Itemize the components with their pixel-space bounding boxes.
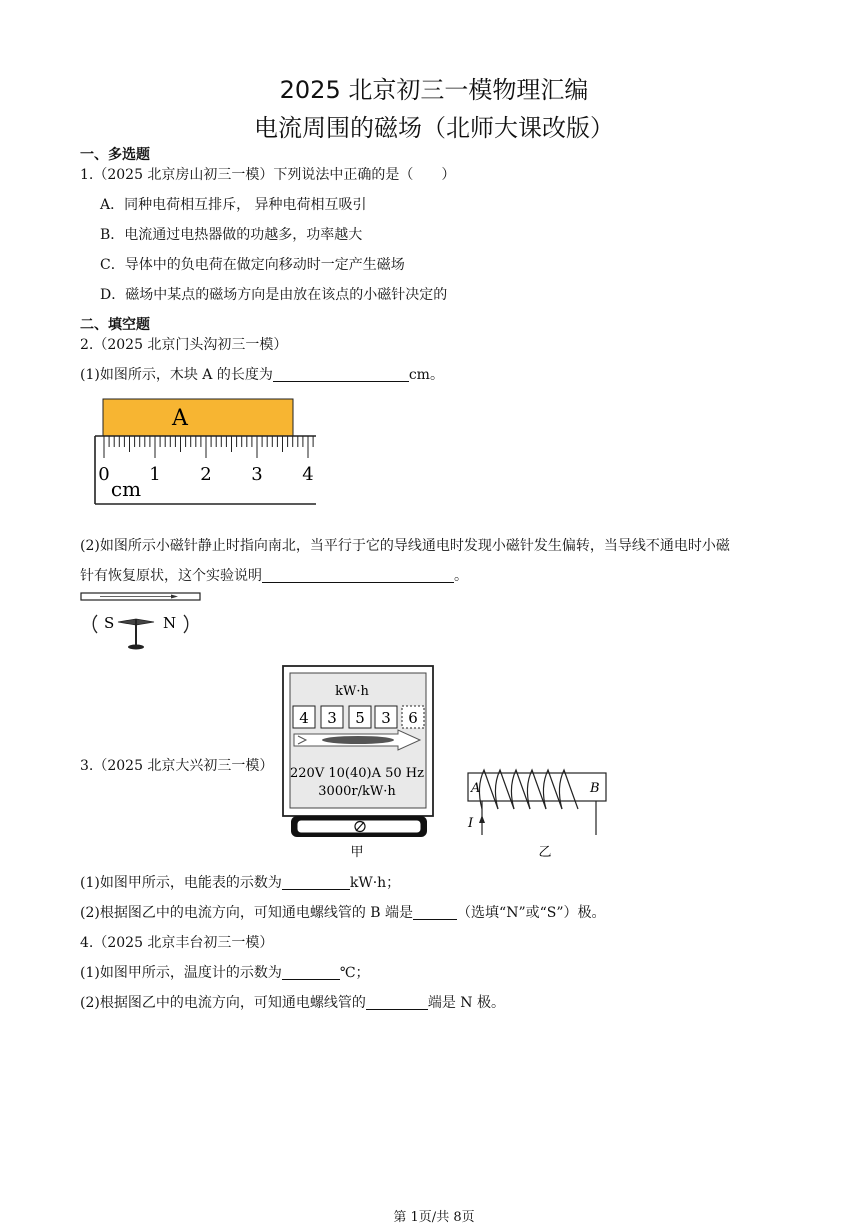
question-2-part-2-text: 针有恢复原状，这个实验说明 — [80, 568, 262, 584]
doc-subtitle: 电流周围的磁场（北师大课改版） — [254, 114, 614, 142]
solenoid-leads — [482, 801, 596, 835]
question-1-option-b: B．电流通过电热器做的功越多，功率越大 — [100, 227, 363, 243]
answer-blank — [262, 568, 454, 583]
meter-spec-line-2: 3000r/kW·h — [318, 784, 396, 799]
question-2-part-1-unit: cm。 — [408, 367, 444, 383]
question-3-part-1-text: (1)如图甲所示，电能表的示数为 — [80, 875, 282, 891]
question-4-part-1-unit: ℃； — [339, 965, 370, 981]
question-2-part-1 — [80, 364, 444, 384]
rotation-arrow-left — [93, 615, 97, 633]
ruler-ticks — [104, 436, 313, 458]
ruler-unit-label: cm — [110, 477, 142, 501]
question-4-part-1-text: (1)如图甲所示，温度计的示数为 — [80, 965, 282, 981]
ruler-figure — [90, 396, 322, 508]
answer-blank — [282, 965, 340, 980]
meter-digit-1: 4 — [299, 709, 309, 727]
answer-blank — [366, 995, 428, 1010]
answer-blank — [282, 875, 350, 890]
question-4-part-2 — [80, 992, 505, 1012]
solenoid-figure — [460, 765, 610, 861]
meter-unit: kW·h — [335, 684, 369, 699]
rotation-arrow-right — [184, 615, 188, 633]
question-2-part-2-line-2 — [80, 565, 468, 585]
answer-blank — [273, 367, 409, 382]
meter-caption: 甲 — [350, 845, 364, 860]
question-4-stem: 4.（2025 北京丰台初三一模） — [80, 935, 274, 951]
wooden-block-a — [103, 399, 293, 436]
meter-digit-5: 6 — [408, 709, 418, 727]
meter-digit-2: 3 — [327, 709, 337, 727]
question-1-stem: 1.（2025 北京房山初三一模）下列说法中正确的是（ ） — [80, 167, 456, 183]
question-3-part-1 — [80, 872, 400, 892]
ruler-tick-label-0: 0 — [98, 464, 110, 485]
solenoid-caption: 乙 — [538, 845, 552, 860]
solenoid-end-a: A — [471, 781, 481, 796]
ruler-tick-label-4: 4 — [302, 464, 314, 485]
question-3-part-2 — [80, 902, 606, 922]
compass-base — [128, 645, 144, 650]
question-3-part-1-unit: kW·h； — [349, 875, 401, 891]
section-heading-multiple-choice: 一、多选题 — [80, 147, 150, 163]
question-2-part-2-end: 。 — [454, 568, 468, 584]
block-label: A — [172, 406, 188, 431]
compass-pole-n: N — [163, 614, 177, 632]
meter-disc — [322, 736, 394, 744]
question-4-part-2-text: (2)根据图乙中的电流方向，可知通电螺线管的 — [80, 995, 366, 1011]
question-1-option-a: A．同种电荷相互排斥， 异种电荷相互吸引 — [100, 197, 367, 213]
answer-blank — [413, 905, 457, 920]
question-1-option-c: C．导体中的负电荷在做定向移动时一定产生磁场 — [100, 257, 405, 273]
ruler-tick-label-2: 2 — [200, 464, 212, 485]
question-3-stem: 3.（2025 北京大兴初三一模） — [80, 758, 274, 774]
compass-pole-s: S — [104, 614, 115, 632]
solenoid-end-b: B — [590, 781, 600, 796]
section-heading-fill-blank: 二、填空题 — [80, 317, 150, 333]
question-2-part-2-line-1: (2)如图所示小磁针静止时指向南北，当平行于它的导线通电时发现小磁针发生偏转，当导线不通电时小磁 — [80, 538, 730, 554]
page-number: 第 1页/共 8页 — [393, 1210, 475, 1225]
meter-spec-line-1: 220V 10(40)A 50 Hz — [290, 766, 424, 781]
question-4-part-1 — [80, 962, 370, 982]
question-1-option-d: D．磁场中某点的磁场方向是由放在该点的小磁针决定的 — [100, 287, 448, 303]
ruler-tick-label-3: 3 — [251, 464, 263, 485]
question-3-part-2-end: （选填“N”或“S”）极。 — [457, 905, 606, 921]
electric-meter-figure — [280, 664, 436, 860]
meter-digit-4: 3 — [381, 709, 391, 727]
compass-figure — [78, 588, 204, 654]
question-4-part-2-end: 端是 N 极。 — [427, 995, 505, 1011]
question-3-part-2-text: (2)根据图乙中的电流方向，可知通电螺线管的 B 端是 — [80, 905, 414, 921]
doc-title: 2025 北京初三一模物理汇编 — [279, 76, 589, 104]
solenoid-core — [468, 773, 606, 801]
meter-digit-3: 5 — [355, 709, 365, 727]
current-label: I — [468, 816, 474, 831]
meter-digits — [293, 706, 424, 728]
question-2-stem: 2.（2025 北京门头沟初三一模） — [80, 337, 288, 353]
current-direction-arrow — [479, 815, 485, 823]
question-2-part-1-text: (1)如图所示，木块 A 的长度为 — [80, 367, 273, 383]
ruler-tick-label-1: 1 — [149, 464, 161, 485]
